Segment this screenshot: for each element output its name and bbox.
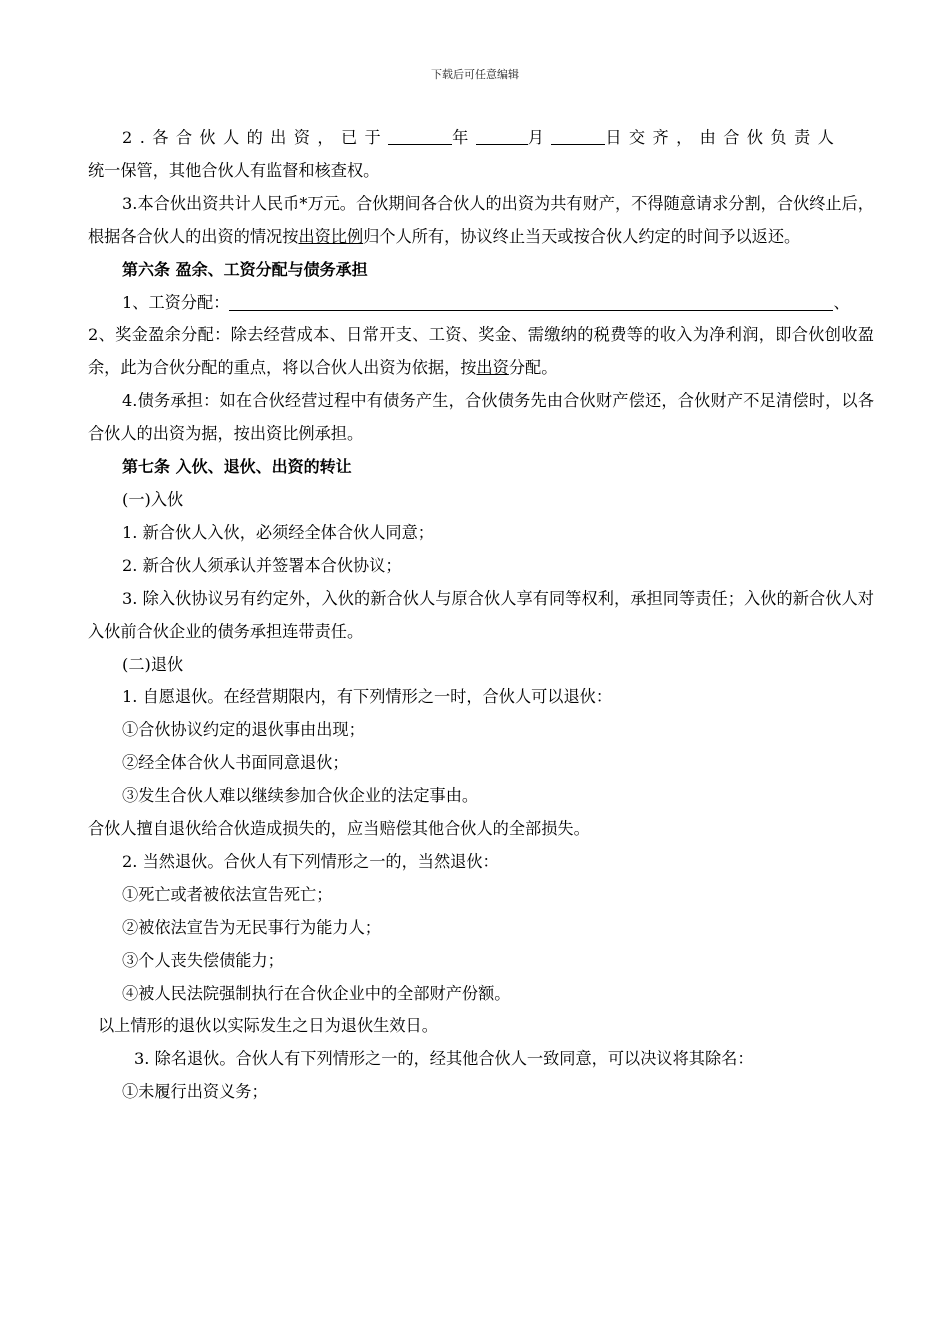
clause6-item2 — [88, 319, 874, 385]
wage-tail: 、 — [833, 292, 850, 312]
clause5-item2-line1 — [88, 122, 874, 155]
document-body — [88, 122, 874, 1109]
month-blank — [476, 126, 528, 145]
clause6-item2-part1: 2、奖金盈余分配：除去经营成本、日常开支、工资、奖金、需缴纳的税费等的收入为净利润，即合伙创收盈余，此为合伙分配的重点，将以合伙人出资为依据，按 — [88, 325, 874, 378]
withdraw-label: (二)退伙 — [122, 654, 184, 674]
clause6-item1 — [88, 287, 874, 320]
clause5-item3-part1: 3.本合伙出资共计人民币*万元。合伙期间各合伙人的出资为共有财产，不得随意请求分割，合伙终止后，根据各合伙人的出资的情况按 — [88, 193, 874, 246]
underlined-capital-ratio: 出资比例 — [298, 226, 364, 246]
day-suffix: 日交齐，由合伙负责人 — [605, 128, 842, 147]
automatic-item-4: ④被人民法院强制执行在合伙企业中的全部财产份额。 — [122, 983, 511, 1003]
automatic-item-3: ③个人丧失偿债能力； — [122, 950, 284, 970]
clause6-title: 第六条 盈余、工资分配与债务承担 — [122, 259, 368, 279]
voluntary-note: 合伙人擅自退伙给合伙造成损失的，应当赔偿其他合伙人的全部损失。 — [88, 819, 590, 839]
join-label: (一)入伙 — [122, 489, 184, 509]
wage-label: 1、工资分配： — [122, 292, 230, 312]
voluntary-item-3: ③发生合伙人难以继续参加合伙企业的法定事由。 — [122, 786, 479, 806]
page-header: 下载后可任意编辑 — [431, 68, 519, 81]
expulsion-intro: 3. 除名退伙。合伙人有下列情形之一的，经其他合伙人一致同意，可以决议将其除名： — [134, 1049, 754, 1069]
underlined-capital: 出资 — [476, 358, 509, 378]
join-item-1: 1. 新合伙人入伙，必须经全体合伙人同意； — [122, 522, 434, 542]
clause5-item2-prefix: 2.各合伙人的出资，已于 — [122, 128, 389, 147]
day-blank — [551, 126, 605, 145]
automatic-note: 以上情形的退伙以实际发生之日为退伙生效日。 — [98, 1016, 438, 1036]
automatic-intro: 2. 当然退伙。合伙人有下列情形之一的，当然退伙： — [122, 851, 499, 871]
clause5-item2-line2: 统一保管，其他合伙人有监督和核查权。 — [88, 160, 380, 180]
voluntary-intro: 1. 自愿退伙。在经营期限内，有下列情形之一时，合伙人可以退伙： — [122, 687, 613, 707]
voluntary-item-1: ①合伙协议约定的退伙事由出现； — [122, 720, 365, 740]
expulsion-item-1: ①未履行出资义务； — [122, 1082, 268, 1102]
join-item-2: 2. 新合伙人须承认并签署本合伙协议； — [122, 555, 402, 575]
clause7-title: 第七条 入伙、退伙、出资的转让 — [122, 457, 352, 477]
month-label: 月 — [527, 128, 552, 147]
automatic-item-2: ②被依法宣告为无民事行为能力人； — [122, 917, 381, 937]
clause5-item3-part2: 归个人所有，协议终止当天或按合伙人约定的时间予以返还。 — [363, 226, 801, 246]
voluntary-item-2: ②经全体合伙人书面同意退伙； — [122, 753, 349, 773]
clause6-item2-part2: 分配。 — [508, 358, 558, 378]
join-item-3: 3. 除入伙协议另有约定外，入伙的新合伙人与原合伙人享有同等权利，承担同等责任；入伙的新合伙人对入伙前合伙企业的债务承担连带责任。 — [88, 588, 874, 641]
clause5-item3 — [88, 188, 874, 254]
wage-blank-line — [229, 292, 833, 311]
clause6-item4: 4.债务承担：如在合伙经营过程中有债务产生，合伙债务先由合伙财产偿还，合伙财产不足清偿时，以各合伙人的出资为据，按出资比例承担。 — [88, 391, 874, 444]
automatic-item-1: ①死亡或者被依法宣告死亡； — [122, 884, 333, 904]
year-label: 年 — [452, 128, 476, 147]
year-blank — [388, 126, 452, 145]
